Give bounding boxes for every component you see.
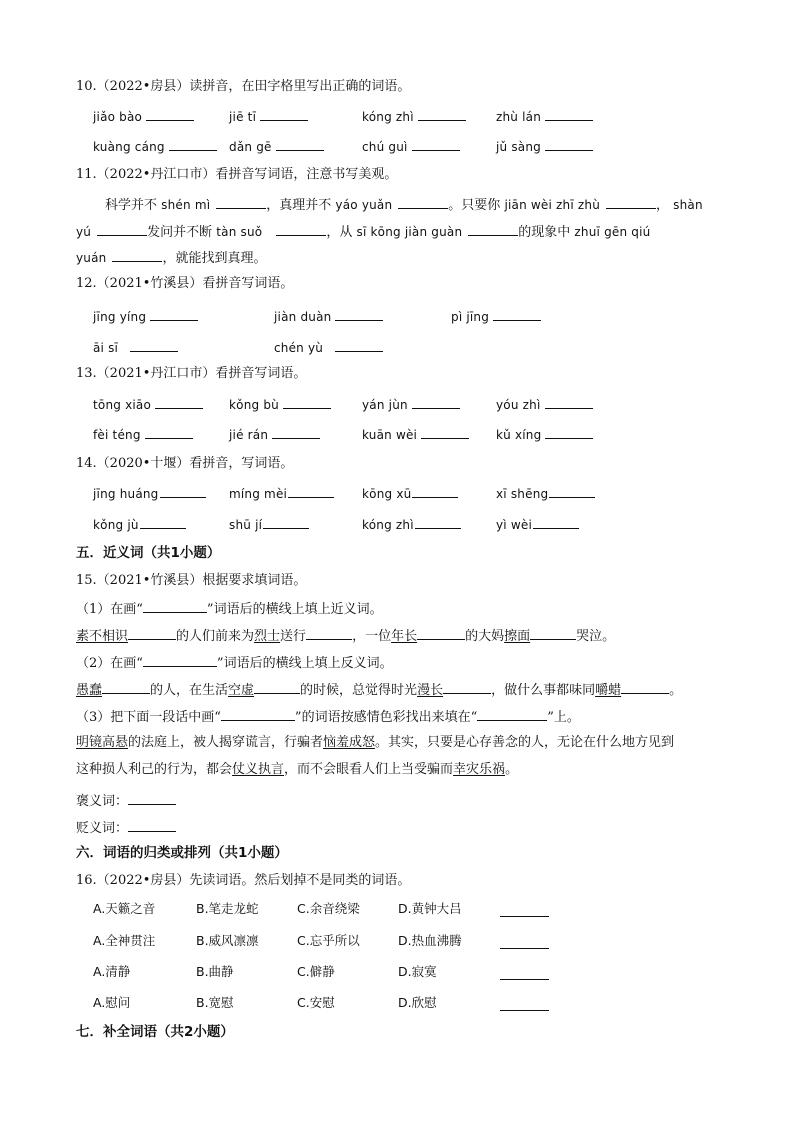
option[interactable]: D.黄钟大吕 [398, 901, 462, 916]
answer-blank[interactable] [128, 625, 176, 640]
question-14-title: 14.（2020•十堰）看拼音，写词语。 [76, 456, 294, 471]
commendatory-words-row: 褒义词： [76, 790, 176, 812]
pinyin-item: pì jīng [451, 306, 541, 327]
mark-sample-underline [143, 652, 217, 667]
mark-sample-underline [221, 706, 295, 721]
question-15-sentence-1: 素不相识 的人们前来为烈士送行 ，一位年长 的大妈擦面 哭泣。 [76, 625, 615, 647]
answer-blank[interactable] [150, 306, 198, 321]
answer-blank[interactable] [130, 337, 178, 352]
answer-blank[interactable] [500, 996, 549, 1011]
answer-blank[interactable] [415, 514, 461, 529]
pinyin-item: jiǎo bào [93, 106, 194, 127]
section-7-heading: 七．补全词语（共2小题） [76, 1024, 234, 1040]
answer-blank[interactable] [545, 424, 593, 439]
question-16-title: 16.（2022•房县）先读词语。然后划掉不是同类的词语。 [76, 873, 411, 888]
question-15-paragraph-line-2: 这种损人利己的行为，都会仗义执言，而不会眼看人们上当受骗而幸灾乐祸。 [76, 762, 519, 777]
option[interactable]: C.僻静 [297, 964, 335, 979]
pinyin-item: yóu zhì [496, 394, 593, 415]
question-11-line-3: yuán ，就能找到真理。 [76, 247, 266, 269]
section-6-heading: 六．词语的归类或排列（共1小题） [76, 845, 288, 861]
pinyin-item: kuàng cáng [93, 136, 217, 157]
answer-blank[interactable] [146, 106, 194, 121]
answer-blank[interactable] [276, 221, 326, 236]
answer-blank[interactable] [145, 424, 193, 439]
question-11-line-2: yú 发问并不断 tàn suǒ ，从 sī kōng jiàn guàn 的现象中 zhuī gēn qiú [76, 221, 650, 243]
option[interactable]: A.慰问 [93, 995, 131, 1010]
pinyin-item: yán jùn [362, 394, 460, 415]
option[interactable]: C.忘乎所以 [297, 933, 360, 948]
answer-blank[interactable] [545, 106, 593, 121]
option[interactable]: D.欣慰 [398, 995, 437, 1010]
option[interactable]: B.曲静 [196, 964, 234, 979]
pinyin-item: jǔ sàng [496, 136, 593, 157]
question-15-title: 15.（2021•竹溪县）根据要求填词语。 [76, 573, 307, 588]
question-10-title: 10.（2022•房县）读拼音，在田字格里写出正确的词语。 [76, 79, 411, 94]
answer-blank[interactable] [155, 394, 203, 409]
mark-sample-underline [477, 706, 547, 721]
pinyin-item: zhù lán [496, 106, 593, 127]
pinyin-item: kǒng bù [229, 394, 331, 415]
pinyin-item: jié rán [229, 424, 320, 445]
answer-blank[interactable] [335, 337, 383, 352]
question-15-part-1: （1）在画“ ”词语后的横线上填上近义词。 [76, 598, 383, 620]
answer-blank[interactable] [412, 136, 460, 151]
answer-blank[interactable] [306, 625, 352, 640]
answer-blank[interactable] [263, 514, 309, 529]
question-15-part-2: （2）在画“ ”词语后的横线上填上反义词。 [76, 652, 393, 674]
option[interactable]: C.余音绕梁 [297, 901, 360, 916]
answer-blank[interactable] [216, 194, 266, 209]
answer-blank[interactable] [417, 625, 465, 640]
answer-blank[interactable] [545, 136, 593, 151]
pinyin-item: āi sī [93, 337, 178, 358]
answer-blank[interactable] [254, 679, 300, 694]
answer-blank[interactable] [169, 136, 217, 151]
answer-blank[interactable] [549, 483, 595, 498]
question-12-title: 12.（2021•竹溪县）看拼音写词语。 [76, 276, 294, 291]
answer-blank[interactable] [128, 790, 176, 805]
pinyin-item: kuān wèi [362, 424, 469, 445]
answer-blank[interactable] [272, 424, 320, 439]
answer-blank[interactable] [418, 106, 466, 121]
pinyin-item: shū jí [229, 514, 309, 535]
pinyin-item: míng mèi [229, 483, 334, 504]
answer-blank[interactable] [112, 247, 162, 262]
option[interactable]: A.全神贯注 [93, 933, 156, 948]
question-11-title: 11.（2022•丹江口市）看拼音写词语，注意书写美观。 [76, 167, 398, 182]
answer-blank[interactable] [412, 394, 460, 409]
pinyin-item: kǒng jù [93, 514, 186, 535]
question-15-part-3: （3）把下面一段话中画“ ”的词语按感情色彩找出来填在“ ”上。 [76, 706, 580, 728]
answer-blank[interactable] [283, 394, 331, 409]
answer-blank[interactable] [398, 194, 448, 209]
option[interactable]: A.清静 [93, 964, 131, 979]
answer-blank[interactable] [530, 625, 576, 640]
answer-blank[interactable] [443, 679, 491, 694]
answer-blank[interactable] [140, 514, 186, 529]
pinyin-item: jīng yíng [93, 306, 198, 327]
answer-blank[interactable] [606, 194, 656, 209]
mark-sample-underline [143, 598, 207, 613]
answer-blank[interactable] [288, 483, 334, 498]
question-11-line-1: 科学并不 shén mì ，真理并不 yáo yuǎn 。只要你 jiān wèi zhī zhù ， shàn [105, 194, 703, 216]
option[interactable]: D.热血沸腾 [398, 933, 462, 948]
pinyin-item: jīng huáng [93, 483, 206, 504]
pinyin-item: jiē tī [229, 106, 308, 127]
answer-blank[interactable] [276, 136, 324, 151]
answer-blank[interactable] [500, 902, 549, 917]
pinyin-item: kōng xū [362, 483, 458, 504]
answer-blank[interactable] [97, 221, 147, 236]
option[interactable]: D.寂寞 [398, 964, 437, 979]
answer-blank[interactable] [500, 934, 549, 949]
pinyin-item: yì wèi [496, 514, 579, 535]
question-15-sentence-2: 愚蠢 的人，在生活空虚 的时候，总觉得时光漫长 ，做什么事都味同嚼蜡 。 [76, 679, 682, 701]
pinyin-item: kóng zhì [362, 514, 461, 535]
answer-blank[interactable] [533, 514, 579, 529]
option[interactable]: B.宽慰 [196, 995, 234, 1010]
option[interactable]: B.笔走龙蛇 [196, 901, 259, 916]
pinyin-item: dǎn gē [229, 136, 324, 157]
option[interactable]: B.威风凛凛 [196, 933, 259, 948]
pinyin-item: jiàn duàn [274, 306, 383, 327]
derogatory-words-row: 贬义词： [76, 817, 176, 839]
pinyin-item: fèi téng [93, 424, 193, 445]
answer-blank[interactable] [160, 483, 206, 498]
answer-blank[interactable] [621, 679, 669, 694]
question-15-paragraph-line-1: 明镜高悬的法庭上，被人揭穿谎言，行骗者恼羞成怒。其实，只要是心存善念的人，无论在什么地方见到 [76, 735, 675, 750]
answer-blank[interactable] [128, 817, 176, 832]
option[interactable]: A.天籁之音 [93, 901, 156, 916]
pinyin-item: xī shēng [496, 483, 595, 504]
question-13-title: 13.（2021•丹江口市）看拼音写词语。 [76, 366, 307, 381]
pinyin-item: chén yù [274, 337, 383, 358]
pinyin-item: kǔ xíng [496, 424, 593, 445]
option[interactable]: C.安慰 [297, 995, 335, 1010]
answer-blank[interactable] [421, 424, 469, 439]
answer-blank[interactable] [412, 483, 458, 498]
answer-blank[interactable] [260, 106, 308, 121]
answer-blank[interactable] [468, 221, 518, 236]
pinyin-item: chú guì [362, 136, 460, 157]
pinyin-item: kóng zhì [362, 106, 466, 127]
answer-blank[interactable] [102, 679, 150, 694]
answer-blank[interactable] [545, 394, 593, 409]
pinyin-item: tōng xiāo [93, 394, 203, 415]
section-5-heading: 五．近义词（共1小题） [76, 545, 221, 561]
answer-blank[interactable] [500, 965, 549, 980]
answer-blank[interactable] [335, 306, 383, 321]
answer-blank[interactable] [493, 306, 541, 321]
